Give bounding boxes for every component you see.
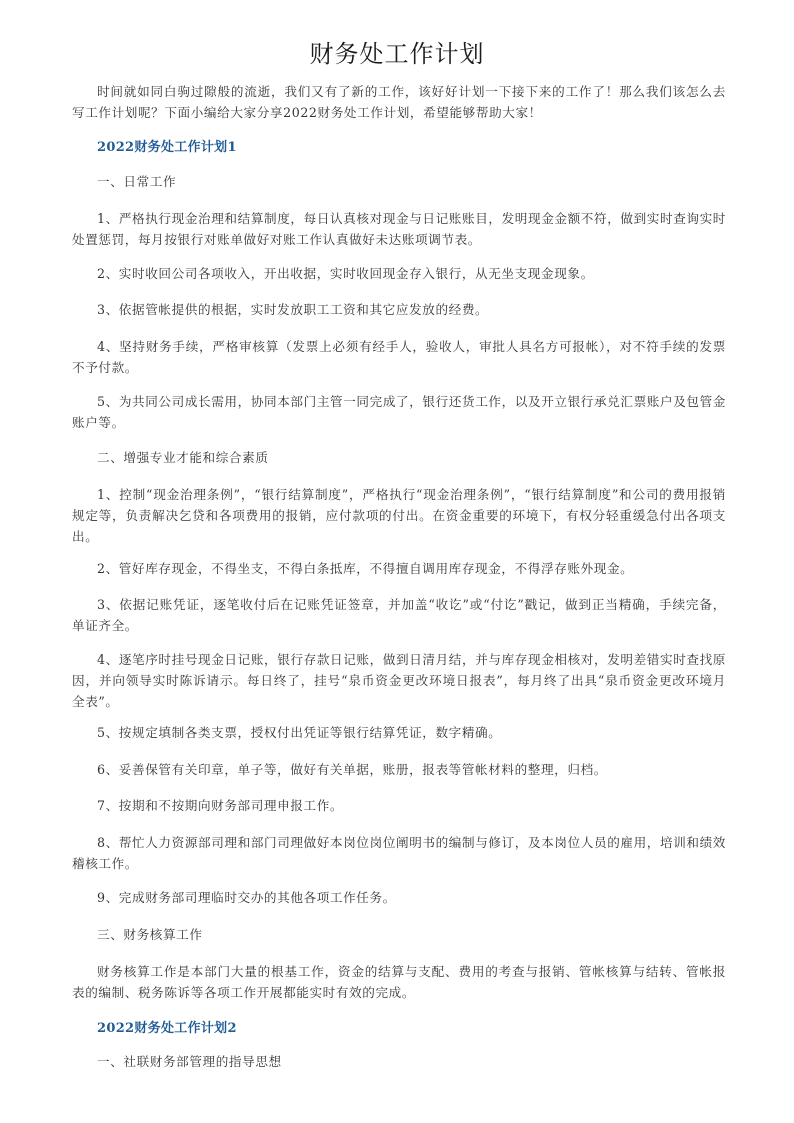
- section2-item-2: 2、管好库存现金，不得坐支，不得白条抵库，不得擅自调用库存现金，不得浮存账外现金。: [97, 561, 634, 576]
- section1-item-5: 5、为共同公司成长需用，协同本部门主管一同完成了，银行还货工作，以及开立银行承兑汇票账户及包管金账户等。: [72, 394, 726, 430]
- section1-item-2: 2、实时收回公司各项收入，开出收据，实时收回现金存入银行，从无坐支现金现象。: [97, 266, 594, 281]
- section3-title: 三、财务核算工作: [97, 927, 203, 942]
- section1-item-4: 4、坚持财务手续，严格审核算（发票上必须有经手人，验收人，审批人具名方可报帐），对不符手续的发票不予付款。: [72, 339, 726, 375]
- section2-item-7: 7、按期和不按期向财务部司理申报工作。: [97, 798, 344, 813]
- section2-title: 二、增强专业才能和综合素质: [97, 450, 269, 465]
- section2-item-3: 3、依据记账凭证，逐笔收付后在记账凭证签章，并加盖“收讫”或“付讫”戳记，做到正当精确，手续完备，单证齐全。: [72, 597, 726, 633]
- section1-item-3: 3、依据管帐提供的根据，实时发放职工工资和其它应发放的经费。: [97, 302, 489, 317]
- section1-title: 一、日常工作: [97, 174, 177, 189]
- section2-item-4: 4、逐笔序时挂号现金日记账，银行存款日记账，做到日清月结，并与库存现金相核对，发明差错实时查找原因，并向领导实时陈诉请示。每日终了，挂号“泉币资金更改环境日报表”，每月终了出具“泉币资金更改环境月全表”。: [72, 652, 726, 709]
- section2-item-9: 9、完成财务部司理临时交办的其他各项工作任务。: [97, 890, 396, 905]
- section2-item-5: 5、按规定填制各类支票，授权付出凭证等银行结算凭证，数字精确。: [97, 725, 502, 740]
- section2-item-8: 8、帮忙人力资源部司理和部门司理做好本岗位岗位阐明书的编制与修订，及本岗位人员的雇用，培训和绩效稽核工作。: [72, 835, 726, 871]
- section2-item-1: 1、控制“现金治理条例”，“银行结算制度”，严格执行“现金治理条例”，“银行结算制度”和公司的费用报销规定等，负责解决乞贷和各项费用的报销，应付款项的付出。在资金重要的环境下，有权分轻重缓急付出各项支出。: [72, 487, 726, 544]
- plan2-section1-title: 一、社联财务部管理的指导思想: [97, 1054, 282, 1069]
- section3-paragraph: 财务核算工作是本部门大量的根基工作，资金的结算与支配、费用的考查与报销、管帐核算与结转、管帐报表的编制、税务陈诉等各项工作开展都能实时有效的完成。: [72, 964, 726, 1000]
- section1-item-1: 1、严格执行现金治理和结算制度，每日认真核对现金与日记账账目，发明现金金额不符，做到实时查询实时处置惩罚，每月按银行对账单做好对账工作认真做好未达账项调节表。: [72, 211, 726, 247]
- plan1-heading: 2022财务处工作计划1: [97, 140, 237, 155]
- plan2-heading: 2022财务处工作计划2: [97, 1021, 237, 1036]
- page-title: 财务处工作计划: [309, 40, 485, 68]
- section2-item-6: 6、妥善保管有关印章，单子等，做好有关单据，账册，报表等管帐材料的整理，归档。: [97, 762, 607, 777]
- intro-paragraph: 时间就如同白驹过隙般的流逝，我们又有了新的工作，该好好计划一下接下来的工作了！那么我们该怎么去写工作计划呢？下面小编给大家分享2022财务处工作计划，希望能够帮助大家！: [72, 84, 726, 120]
